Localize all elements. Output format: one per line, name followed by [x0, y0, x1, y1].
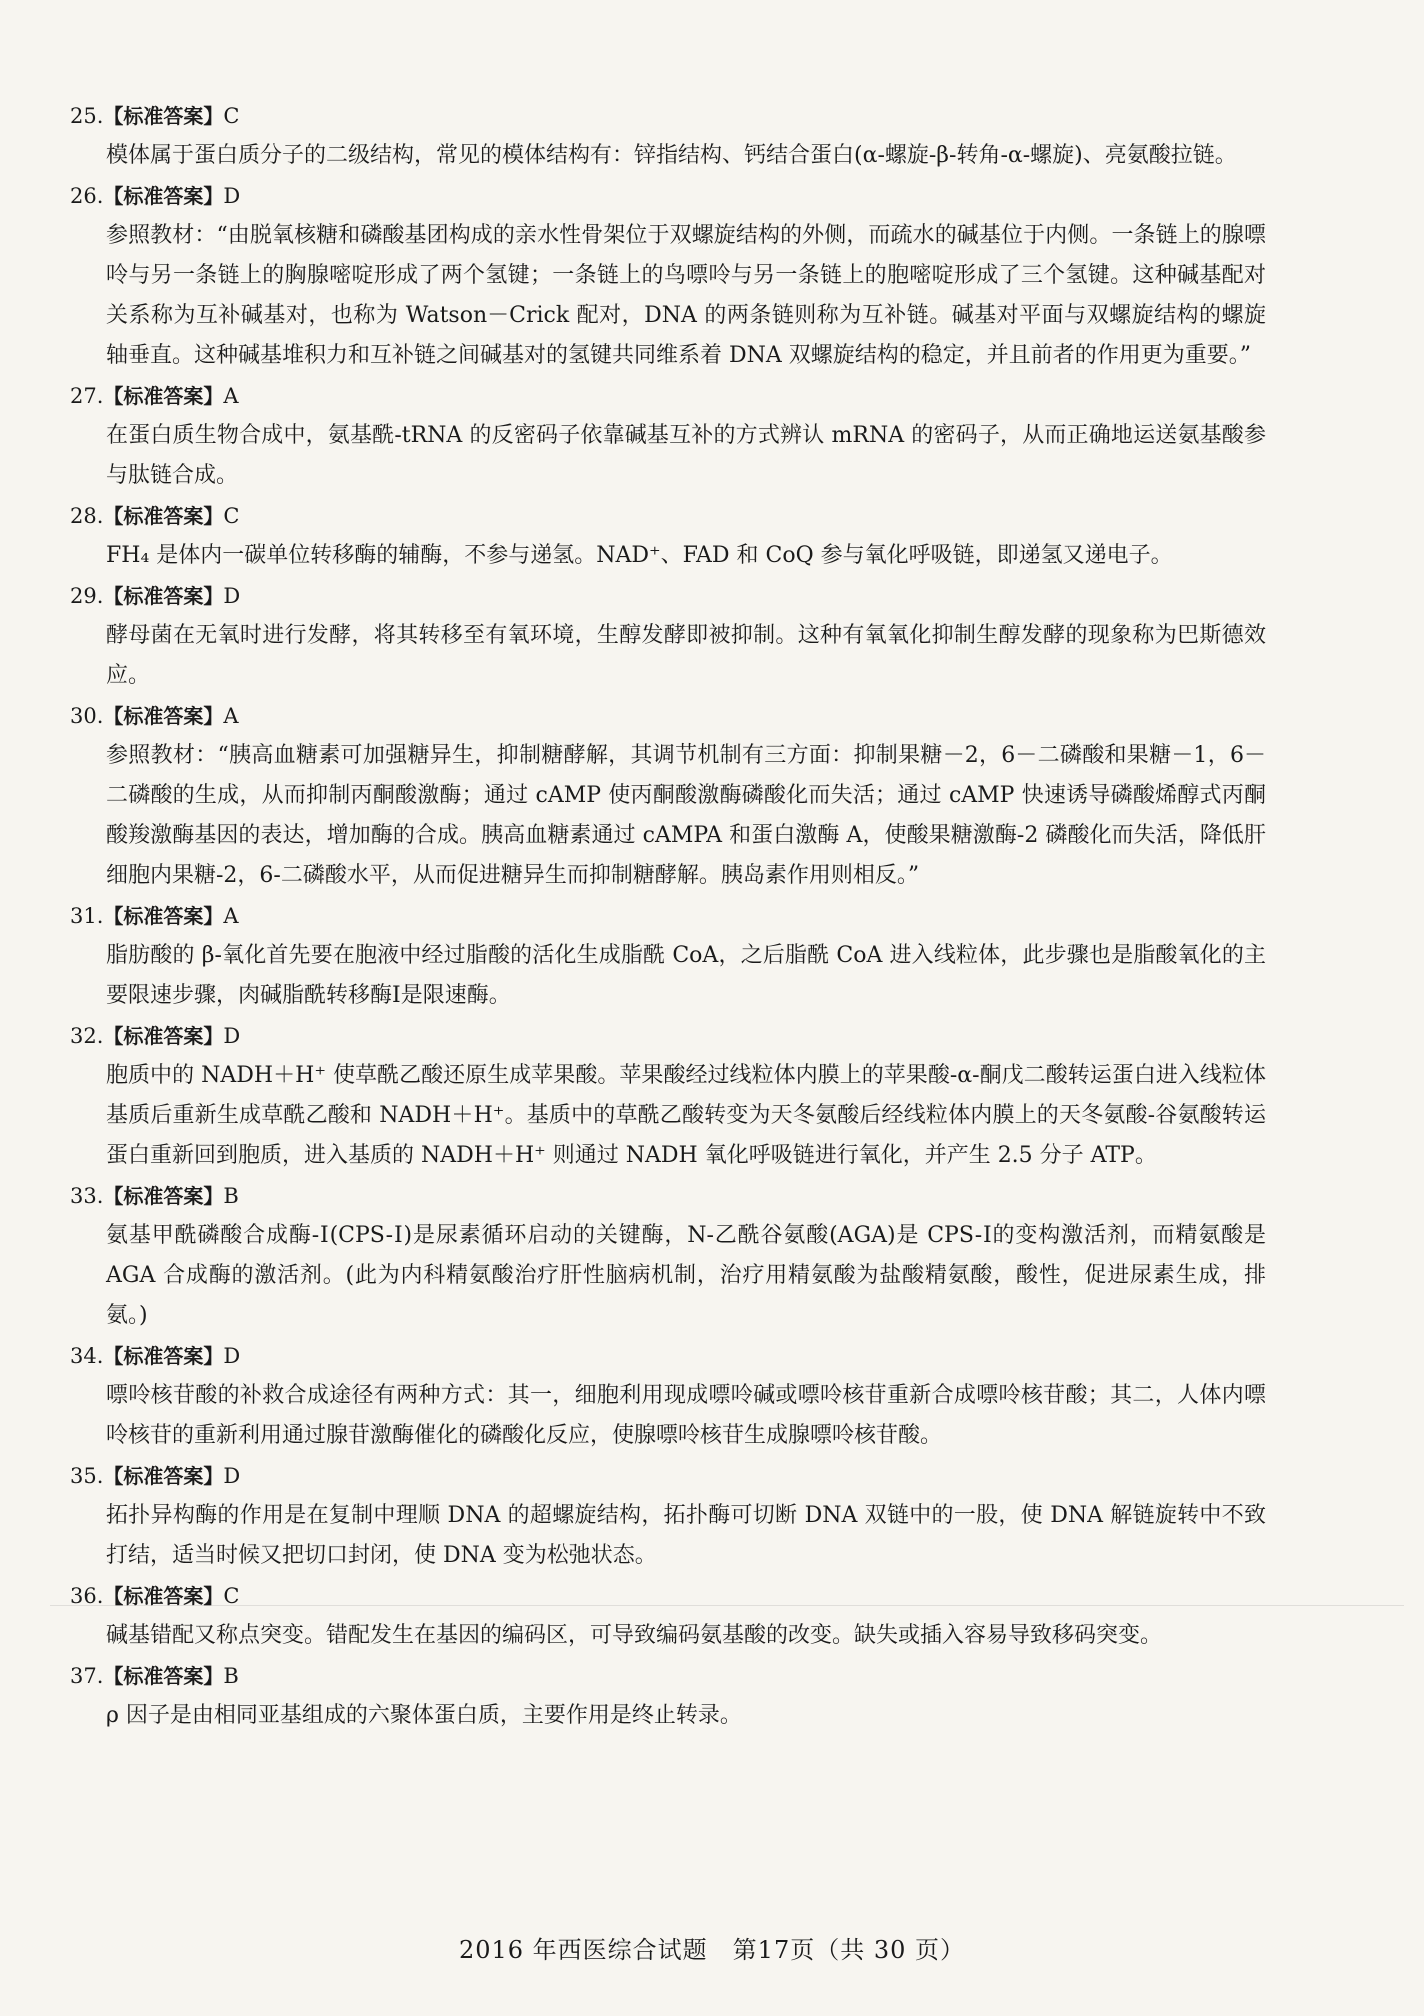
question-number: 25.: [70, 104, 104, 128]
answer-letter: D: [223, 1464, 241, 1488]
answer-explanation: 模体属于蛋白质分子的二级结构，常见的模体结构有：锌指结构、钙结合蛋白(α-螺旋-β-转角-α-螺旋)、亮氨酸拉链。: [106, 143, 1237, 168]
answer-label: 【标准答案】: [103, 104, 224, 128]
answer-heading: [70, 1656, 1270, 1696]
answer-explanation: 参照教材：“由脱氧核糖和磷酸基团构成的亲水性骨架位于双螺旋结构的外侧，而疏水的碱基位于内侧。一条链上的腺嘌呤与另一条链上的胸腺嘧啶形成了两个氢键；一条链上的鸟嘌呤与另一条链上的胞嘧啶形成了三个氢键。这种碱基配对关系称为互补碱基对，也称为 Watson－Crick 配对，DNA 的两条链则称为互补链。碱基对平面与双螺旋结构的螺旋轴垂直。这种碱基堆积力和互补链之间碱基对的氢键共同维系着 DNA 双螺旋结构的稳定，并且前者的作用更为重要。”: [106, 223, 1266, 368]
answer-explanation: 脂肪酸的 β-氧化首先要在胞液中经过脂酸的活化生成脂酰 CoA，之后脂酰 CoA 进入线粒体，此步骤也是脂酸氧化的主要限速步骤，肉碱脂酰转移酶Ⅰ是限速酶。: [106, 943, 1266, 1008]
answer-letter: C: [223, 1584, 240, 1608]
answer-letter: B: [223, 1664, 239, 1688]
answer-heading: [70, 96, 1270, 136]
answer-explanation: 嘌呤核苷酸的补救合成途径有两种方式：其一，细胞利用现成嘌呤碱或嘌呤核苷重新合成嘌呤核苷酸；其二，人体内嘌呤核苷的重新利用通过腺苷激酶催化的磷酸化反应，使腺嘌呤核苷生成腺嘌呤核苷酸。: [106, 1383, 1266, 1448]
answer-explanation: FH₄ 是体内一碳单位转移酶的辅酶，不参与递氢。NAD⁺、FAD 和 CoQ 参与氧化呼吸链，即递氢又递电子。: [106, 543, 1173, 568]
answer-letter: A: [223, 384, 239, 408]
answer-letter: C: [223, 504, 240, 528]
question-number: 33.: [70, 1184, 104, 1208]
answer-heading: [70, 576, 1270, 616]
answer-letter: B: [223, 1184, 239, 1208]
answer-block: [70, 1016, 1270, 1176]
answer-letter: D: [223, 1344, 241, 1368]
answer-label: 【标准答案】: [103, 1344, 224, 1368]
answer-letter: D: [223, 184, 241, 208]
answer-block: [70, 696, 1270, 896]
answer-block: [70, 176, 1270, 376]
answer-explanation: 在蛋白质生物合成中，氨基酰-tRNA 的反密码子依靠碱基互补的方式辨认 mRNA 的密码子，从而正确地运送氨基酸参与肽链合成。: [106, 423, 1266, 488]
question-number: 28.: [70, 504, 104, 528]
answer-label: 【标准答案】: [103, 184, 224, 208]
answer-block: [70, 1176, 1270, 1336]
answer-block: [70, 376, 1270, 496]
answer-label: 【标准答案】: [103, 1664, 224, 1688]
answer-block: [70, 1336, 1270, 1456]
answer-label: 【标准答案】: [103, 504, 224, 528]
answer-heading: [70, 1016, 1270, 1056]
answer-heading: [70, 176, 1270, 216]
answer-explanation: 胞质中的 NADH＋H⁺ 使草酰乙酸还原生成苹果酸。苹果酸经过线粒体内膜上的苹果酸-α-酮戊二酸转运蛋白进入线粒体基质后重新生成草酰乙酸和 NADH＋H⁺。基质中的草酰乙酸转变为天冬氨酸后经线粒体内膜上的天冬氨酸-谷氨酸转运蛋白重新回到胞质，进入基质的 NADH＋H⁺ 则通过 NADH 氧化呼吸链进行氧化，并产生 2.5 分子 ATP。: [106, 1063, 1266, 1168]
answer-label: 【标准答案】: [103, 1584, 224, 1608]
question-number: 29.: [70, 584, 104, 608]
answer-label: 【标准答案】: [103, 1464, 224, 1488]
answer-label: 【标准答案】: [103, 904, 224, 928]
scan-artifact-line: [50, 1605, 1404, 1606]
question-number: 31.: [70, 904, 104, 928]
answer-label: 【标准答案】: [103, 1184, 224, 1208]
answer-label: 【标准答案】: [103, 384, 224, 408]
answer-heading: [70, 896, 1270, 936]
answer-explanation: 酵母菌在无氧时进行发酵，将其转移至有氧环境，生醇发酵即被抑制。这种有氧氧化抑制生醇发酵的现象称为巴斯德效应。: [106, 623, 1266, 688]
answer-label: 【标准答案】: [103, 1024, 224, 1048]
answer-list: [70, 96, 1270, 1736]
question-number: 36.: [70, 1584, 104, 1608]
answer-letter: A: [223, 904, 239, 928]
answer-heading: [70, 1176, 1270, 1216]
page-footer: 2016 年西医综合试题 第17页（共 30 页）: [458, 1936, 966, 1964]
answer-explanation: ρ 因子是由相同亚基组成的六聚体蛋白质，主要作用是终止转录。: [106, 1703, 742, 1728]
answer-block: [70, 96, 1270, 176]
answer-label: 【标准答案】: [103, 584, 224, 608]
question-number: 27.: [70, 384, 104, 408]
question-number: 35.: [70, 1464, 104, 1488]
answer-heading: [70, 1456, 1270, 1496]
answer-block: [70, 496, 1270, 576]
answer-letter: D: [223, 584, 241, 608]
answer-heading: [70, 496, 1270, 536]
answer-block: [70, 1456, 1270, 1576]
question-number: 37.: [70, 1664, 104, 1688]
answer-heading: [70, 376, 1270, 416]
answer-block: [70, 576, 1270, 696]
answer-explanation: 拓扑异构酶的作用是在复制中理顺 DNA 的超螺旋结构，拓扑酶可切断 DNA 双链中的一股，使 DNA 解链旋转中不致打结，适当时候又把切口封闭，使 DNA 变为松弛状态。: [106, 1503, 1266, 1568]
answer-letter: A: [223, 704, 239, 728]
answer-letter: D: [223, 1024, 241, 1048]
answer-heading: [70, 1336, 1270, 1376]
answer-letter: C: [223, 104, 240, 128]
question-number: 32.: [70, 1024, 104, 1048]
question-number: 30.: [70, 704, 104, 728]
question-number: 26.: [70, 184, 104, 208]
answer-explanation: 参照教材：“胰高血糖素可加强糖异生，抑制糖酵解，其调节机制有三方面：抑制果糖－2，6－二磷酸和果糖－1，6－二磷酸的生成，从而抑制丙酮酸激酶；通过 cAMP 使丙酮酸激酶磷酸化而失活；通过 cAMP 快速诱导磷酸烯醇式丙酮酸羧激酶基因的表达，增加酶的合成。胰高血糖素通过 cAMPA 和蛋白激酶 A，使酸果糖激酶-2 磷酸化而失活，降低肝细胞内果糖-2，6-二磷酸水平，从而促进糖异生而抑制糖酵解。胰岛素作用则相反。”: [106, 743, 1266, 888]
answer-explanation: 氨基甲酰磷酸合成酶-Ⅰ(CPS-Ⅰ)是尿素循环启动的关键酶，N-乙酰谷氨酸(AGA)是 CPS-Ⅰ的变构激活剂，而精氨酸是 AGA 合成酶的激活剂。(此为内科精氨酸治疗肝性脑病机制，治疗用精氨酸为盐酸精氨酸，酸性，促进尿素生成，排氨。): [106, 1223, 1266, 1328]
answer-heading: [70, 1576, 1270, 1616]
answer-block: [70, 1656, 1270, 1736]
question-number: 34.: [70, 1344, 104, 1368]
answer-block: [70, 896, 1270, 1016]
answer-explanation: 碱基错配又称点突变。错配发生在基因的编码区，可导致编码氨基酸的改变。缺失或插入容易导致移码突变。: [106, 1623, 1163, 1648]
answer-label: 【标准答案】: [103, 704, 224, 728]
answer-heading: [70, 696, 1270, 736]
answer-block: [70, 1576, 1270, 1656]
